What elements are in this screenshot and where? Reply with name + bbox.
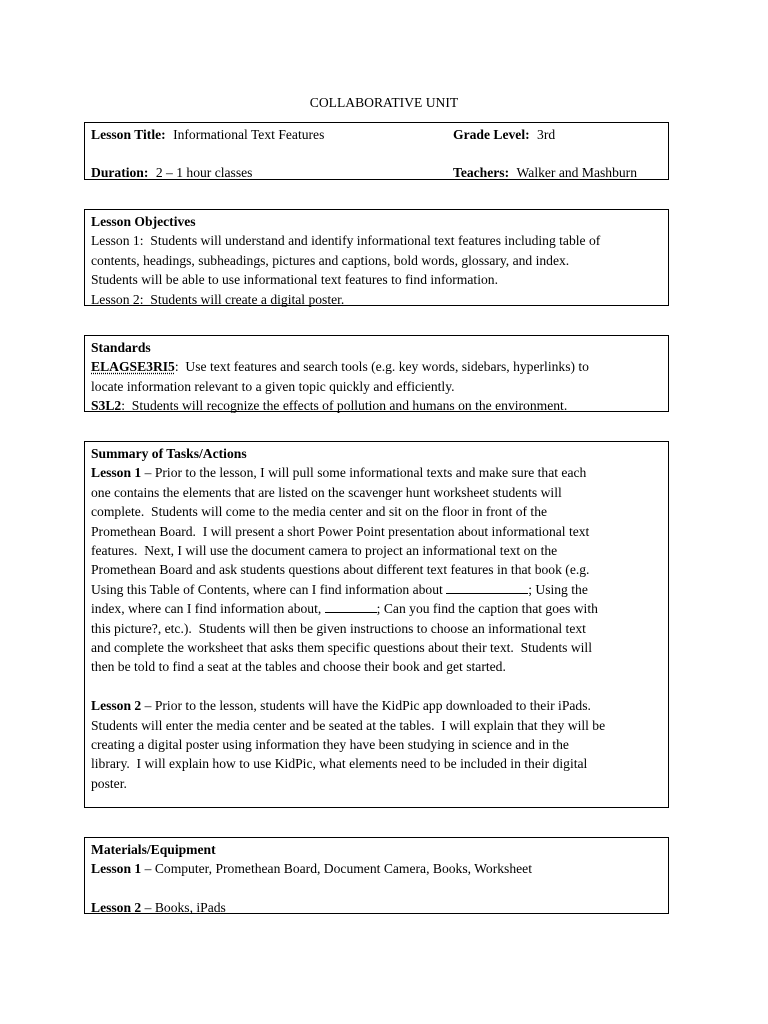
summary-line: and complete the worksheet that asks them specific questions about their text. Students will: [91, 640, 592, 656]
objectives-line: Lesson 1: Students will understand and identify informational text features including table of: [91, 233, 601, 249]
summary-line: poster.: [91, 775, 127, 791]
summary-line: Using this Table of Contents, where can I find information about ; Using the: [91, 581, 588, 597]
summary-line: then be told to find a seat at the tables and choose their book and get started.: [91, 659, 506, 675]
materials-box: [84, 837, 669, 914]
duration-label: Duration:: [91, 165, 149, 180]
summary-line: one contains the elements that are listed on the scavenger hunt worksheet students will: [91, 484, 562, 500]
materials-heading: Materials/Equipment: [91, 842, 216, 857]
spacer: [91, 677, 662, 696]
teachers-label: Teachers:: [453, 165, 510, 180]
standard-text: : Students will recognize the effects of pollution and humans on the environment.: [121, 398, 568, 414]
summary-line: this picture?, etc.). Students will then be given instructions to choose an informational text: [91, 620, 586, 636]
standards-heading: Standards: [91, 340, 151, 355]
objectives-line: Students will be able to use informational text features to find information.: [91, 272, 498, 288]
objectives-line: Lesson 2: Students will create a digital poster.: [91, 291, 345, 307]
summary-line: Promethean Board and ask students questions about different text features in that book (e.g.: [91, 562, 590, 578]
grade-level-label: Grade Level:: [453, 127, 530, 142]
grade-level-row: [453, 125, 555, 144]
summary-line: complete. Students will come to the media center and sit on the floor in front of the: [91, 504, 548, 520]
lesson-title-row: [91, 125, 324, 144]
lesson-title-label: Lesson Title:: [91, 127, 166, 142]
summary-line: creating a digital poster using information they have been studying in science and in the: [91, 737, 569, 753]
fill-in-blank: [446, 581, 528, 594]
page-title: COLLABORATIVE UNIT: [309, 95, 459, 110]
materials-line: Lesson 1 – Computer, Promethean Board, Document Camera, Books, Worksheet: [91, 861, 532, 877]
summary-box: [84, 441, 669, 808]
duration-value: 2 – 1 hour classes: [155, 165, 253, 180]
summary-line: Students will enter the media center and be seated at the tables. I will explain that they will be: [91, 717, 606, 733]
lesson-label: Lesson 2: [91, 698, 142, 714]
summary-line: features. Next, I will use the document camera to project an informational text on the: [91, 543, 558, 559]
summary-line: index, where can I find information about, ; Can you find the caption that goes with: [91, 601, 598, 617]
grade-level-value: 3rd: [537, 127, 556, 142]
standard-line: [91, 396, 662, 415]
summary-heading: Summary of Tasks/Actions: [91, 446, 247, 461]
lesson-label: Lesson 2: [91, 900, 142, 916]
teachers-row: [453, 163, 637, 182]
spacer: [91, 879, 662, 898]
summary-line: Promethean Board. I will present a short Power Point presentation about informational text: [91, 523, 590, 539]
objectives-box: [84, 209, 669, 306]
summary-line: library. I will explain how to use KidPic, what elements need to be included in their digital: [91, 756, 588, 772]
standard-code: S3L2: [91, 398, 122, 414]
lesson-header-box: [84, 122, 669, 180]
duration-row: [91, 163, 252, 182]
standard-code: ELAGSE3RI5: [91, 359, 175, 375]
summary-line: Lesson 2 – Prior to the lesson, students will have the KidPic app downloaded to their iPads.: [91, 698, 591, 714]
lesson-label: Lesson 1: [91, 465, 142, 481]
teachers-value: Walker and Mashburn: [516, 165, 638, 180]
objectives-heading: Lesson Objectives: [91, 214, 196, 229]
summary-line: Lesson 1 – Prior to the lesson, I will pull some informational texts and make sure that each: [91, 465, 587, 481]
fill-in-blank: [325, 600, 377, 613]
materials-line: Lesson 2 – Books, iPads: [91, 900, 226, 916]
standard-text: : Use text features and search tools (e.g. key words, sidebars, hyperlinks) to: [174, 359, 589, 375]
lesson-label: Lesson 1: [91, 861, 142, 877]
standards-box: [84, 335, 669, 412]
lesson-title-value: Informational Text Features: [173, 127, 325, 142]
standard-line: [91, 357, 662, 376]
standard-line: locate information relevant to a given topic quickly and efficiently.: [91, 378, 455, 394]
objectives-line: contents, headings, subheadings, pictures and captions, bold words, glossary, and index.: [91, 252, 570, 268]
